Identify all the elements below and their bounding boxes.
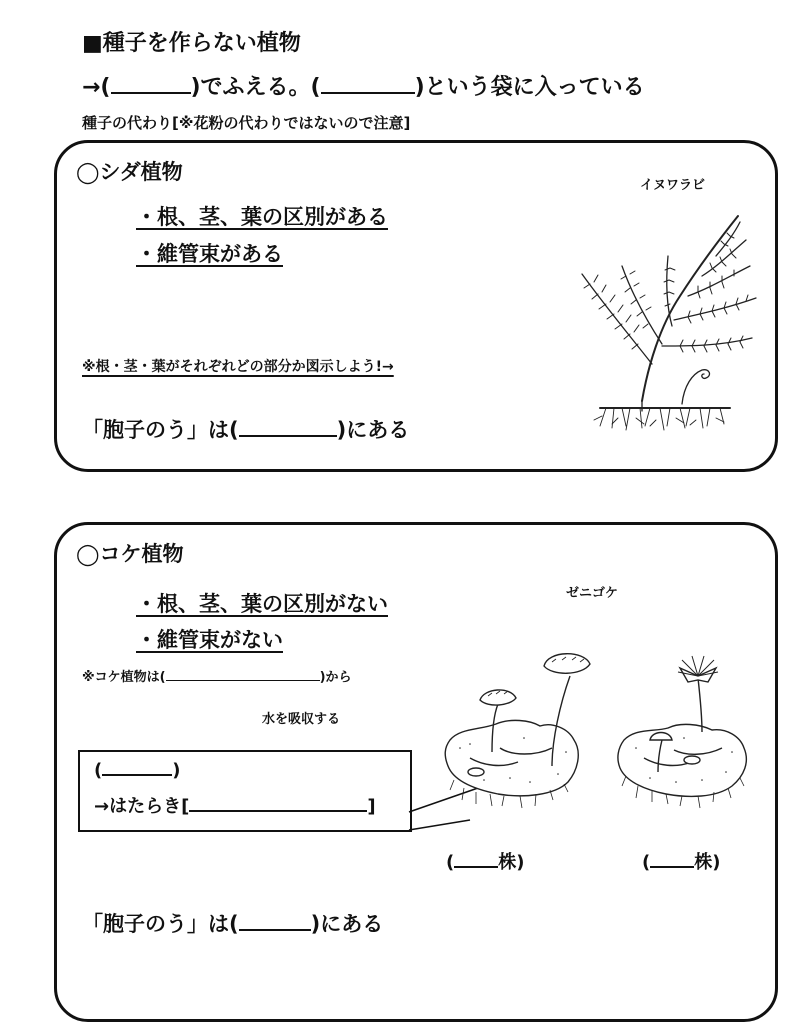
fill-in-mid-text: )でふえる。( [190, 75, 321, 100]
blank-moss-sporangia-location[interactable] [239, 910, 311, 931]
liverwort-illustration [440, 648, 760, 828]
moss-sporangia-prefix: 「胞子のう」は( [82, 912, 239, 936]
moss-absorb-suffix: )から [319, 670, 352, 685]
stock-label-right [642, 848, 720, 874]
moss-point-organs: ・根、茎、葉の区別がない [136, 592, 388, 616]
moss-section-title: ◯コケ植物 [76, 542, 184, 566]
moss-absorb-line-2: 水を吸収する [262, 712, 341, 727]
moss-point-vascular: ・維管束がない [136, 628, 283, 652]
fern-point-vascular: ・維管束がある [136, 242, 283, 266]
function-prefix: →はたらき[ [94, 796, 190, 817]
moss-absorb-prefix: ※コケ植物は( [82, 670, 166, 685]
stock-label-left [446, 848, 524, 874]
stock-left-open: ( [446, 852, 455, 873]
fern-illustration-label: イヌワラビ [640, 178, 706, 193]
stock-right-open: ( [642, 852, 651, 873]
blank-stock-right[interactable] [650, 850, 694, 868]
moss-sporangia-suffix: )にある [310, 912, 384, 936]
seed-substitute-note: 種子の代わり[※花粉の代わりではないので注意] [82, 114, 411, 132]
open-paren: ( [94, 760, 103, 782]
stock-left-suffix: 株) [498, 852, 525, 873]
page-title: ■種子を作らない植物 [82, 31, 301, 56]
fern-diagram-hint: ※根・茎・葉がそれぞれどの部分か図示しよう!→ [82, 359, 394, 375]
fern-sporangia-prefix: 「胞子のう」は( [82, 418, 239, 442]
moss-illustration-label: ゼニゴケ [566, 586, 619, 601]
moss-sporangia-line [82, 908, 383, 938]
fern-sporangia-suffix: )にある [336, 418, 410, 442]
blank-stock-left[interactable] [454, 850, 498, 868]
fern-section-title: ◯シダ植物 [76, 160, 183, 184]
function-suffix: ] [367, 796, 376, 817]
stock-right-suffix: 株) [694, 852, 721, 873]
fill-in-end-text: )という袋に入っている [414, 75, 645, 100]
fern-point-organs: ・根、茎、葉の区別がある [136, 205, 388, 229]
arrow-open-paren: →( [82, 75, 111, 100]
close-paren: ) [172, 760, 181, 782]
